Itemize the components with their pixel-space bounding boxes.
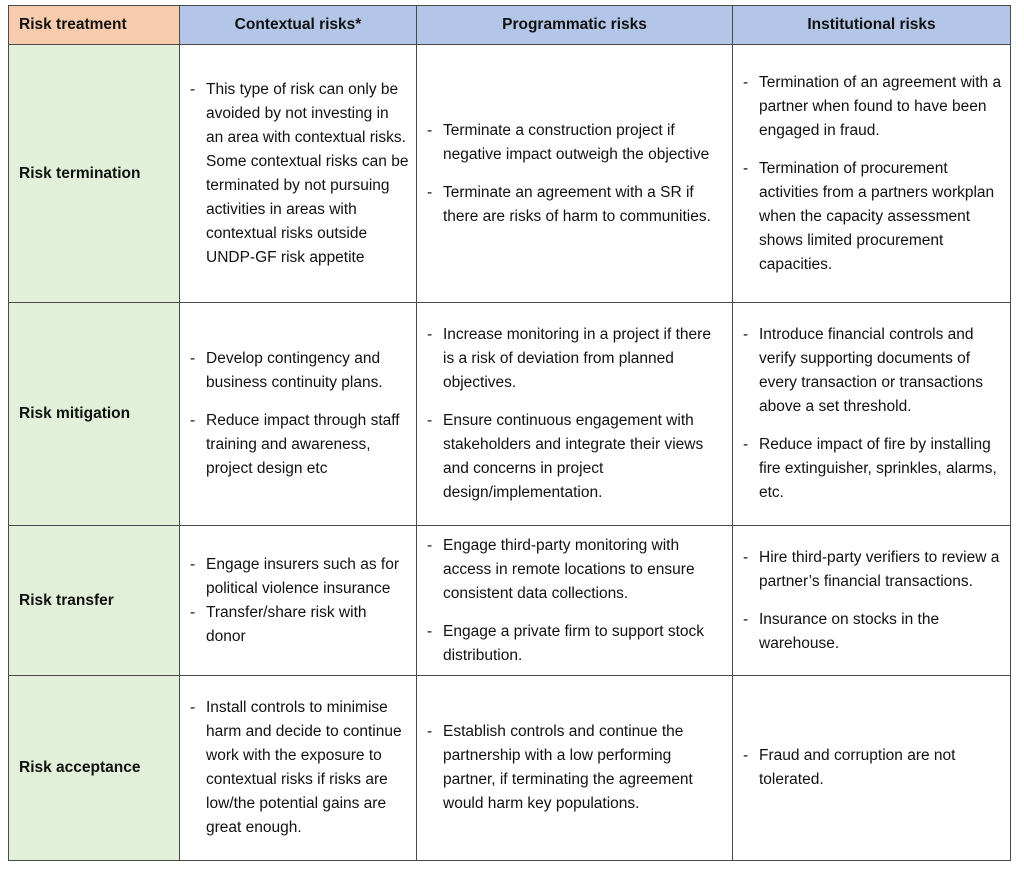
cell-programmatic xyxy=(417,45,733,303)
list-item: - Ensure continuous engagement with stakeholders and integrate their views and concerns in project design/implementation. xyxy=(421,409,726,505)
list-item: - Install controls to minimise harm and decide to continue work with the exposure to contextual risks if risks are low/the potential gains are great enough. xyxy=(184,696,410,840)
cell-contextual xyxy=(180,45,417,303)
cell-institutional xyxy=(733,526,1011,676)
list-item: - Establish controls and continue the partnership with a low performing partner, if terminating the agreement would harm key populations. xyxy=(421,720,726,816)
list-item: - Terminate an agreement with a SR if there are risks of harm to communities. xyxy=(421,181,726,229)
list-item: - Termination of procurement activities from a partners workplan when the capacity assessment shows limited procurement capacities. xyxy=(737,157,1004,277)
table-row xyxy=(9,303,1011,526)
risk-treatment-table xyxy=(8,5,1011,861)
row-label-risk-transfer: Risk transfer xyxy=(9,526,180,676)
cell-programmatic xyxy=(417,526,733,676)
list-item: - Engage a private firm to support stock distribution. xyxy=(421,620,726,668)
header-contextual-risks: Contextual risks* xyxy=(180,6,417,45)
cell-programmatic xyxy=(417,676,733,861)
list-item: - Introduce financial controls and verify supporting documents of every transaction or transactions above a set threshold. xyxy=(737,323,1004,419)
header-risk-treatment: Risk treatment xyxy=(9,6,180,45)
list-item: - Increase monitoring in a project if there is a risk of deviation from planned objectives. xyxy=(421,323,726,395)
table-row xyxy=(9,526,1011,676)
row-label-risk-acceptance: Risk acceptance xyxy=(9,676,180,861)
header-institutional-risks: Institutional risks xyxy=(733,6,1011,45)
list-item: - Terminate a construction project if negative impact outweigh the objective xyxy=(421,119,726,167)
cell-institutional xyxy=(733,45,1011,303)
list-item: - Hire third-party verifiers to review a partner’s financial transactions. xyxy=(737,546,1004,594)
cell-institutional xyxy=(733,303,1011,526)
table-row xyxy=(9,45,1011,303)
header-row xyxy=(9,6,1011,45)
list-item: - Termination of an agreement with a partner when found to have been engaged in fraud. xyxy=(737,71,1004,143)
list-item: - Develop contingency and business continuity plans. xyxy=(184,347,410,395)
cell-programmatic xyxy=(417,303,733,526)
list-item: - Engage insurers such as for political violence insurance xyxy=(184,553,410,601)
row-label-risk-termination: Risk termination xyxy=(9,45,180,303)
cell-contextual xyxy=(180,303,417,526)
list-item: - Engage third-party monitoring with access in remote locations to ensure consistent data collections. xyxy=(421,534,726,606)
header-programmatic-risks: Programmatic risks xyxy=(417,6,733,45)
table-row xyxy=(9,676,1011,861)
list-item: - Reduce impact through staff training and awareness, project design etc xyxy=(184,409,410,481)
cell-contextual xyxy=(180,526,417,676)
row-label-risk-mitigation: Risk mitigation xyxy=(9,303,180,526)
list-item: - This type of risk can only be avoided by not investing in an area with contextual risks. Some contextual risks can be terminated by not pursuing activities in areas with contextual risks outside UNDP-GF risk appetite xyxy=(184,78,410,270)
cell-institutional xyxy=(733,676,1011,861)
list-item: - Reduce impact of fire by installing fire extinguisher, sprinkles, alarms, etc. xyxy=(737,433,1004,505)
cell-contextual xyxy=(180,676,417,861)
list-item: - Insurance on stocks in the warehouse. xyxy=(737,608,1004,656)
list-item: - Fraud and corruption are not tolerated. xyxy=(737,744,1004,792)
list-item: - Transfer/share risk with donor xyxy=(184,601,410,649)
